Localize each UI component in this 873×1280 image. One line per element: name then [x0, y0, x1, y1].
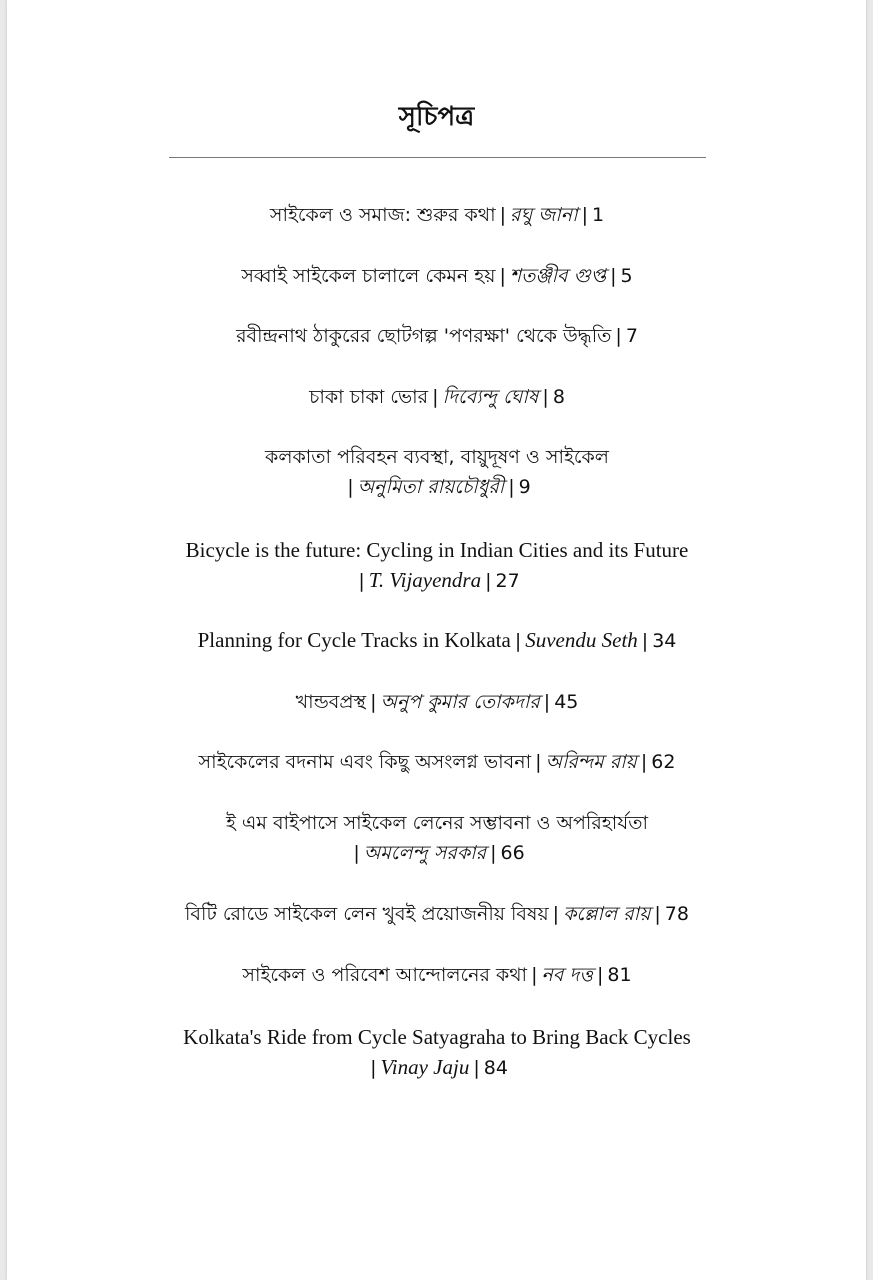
entry-page-number: 81 — [607, 964, 632, 986]
entry-author: রঘু জানা — [510, 204, 578, 226]
entry-separator: | — [641, 630, 649, 652]
entry-title: চাকা চাকা ভোর — [309, 386, 429, 408]
entry-author: অনুপ কুমার তোকদার — [380, 691, 540, 713]
entry-page-number: 34 — [652, 630, 677, 652]
entry-separator: | — [531, 964, 538, 986]
entry-separator: | — [358, 570, 365, 592]
entry-byline — [157, 472, 717, 502]
toc-entry — [157, 261, 717, 291]
entry-page-number: 5 — [620, 265, 633, 287]
entry-title: ই এম বাইপাসে সাইকেল লেনের সম্ভাবনা ও অপরিহার্যতা — [226, 812, 648, 834]
entry-page-number: 84 — [483, 1057, 508, 1079]
entry-title: সাইকেল ও পরিবেশ আন্দোলনের কথা — [242, 964, 528, 986]
entry-separator: | — [615, 325, 622, 347]
entry-byline — [157, 838, 717, 868]
entry-page-number: 45 — [554, 691, 579, 713]
entry-title: সব্বাই সাইকেল চালালে কেমন হয় — [241, 265, 496, 287]
entry-separator: | — [597, 964, 604, 986]
entry-separator: | — [508, 476, 515, 498]
entry-separator: | — [485, 570, 492, 592]
entry-page-number: 78 — [664, 903, 689, 925]
entry-page-number: 7 — [625, 325, 638, 347]
toc-entry — [157, 625, 717, 656]
entry-title: বিটি রোডে সাইকেল লেন খুবই প্রয়োজনীয় বিষয় — [185, 903, 549, 925]
entry-separator: | — [347, 476, 354, 498]
toc-entry — [157, 442, 717, 502]
page-title: সূচিপত্র — [398, 102, 475, 132]
entry-author: Suvendu Seth — [525, 628, 638, 652]
toc-entry — [157, 899, 717, 929]
entry-separator: | — [543, 691, 551, 713]
entry-byline — [157, 1052, 717, 1083]
entry-title: খান্ডবপ্রস্থ — [295, 691, 367, 713]
entry-title: Planning for Cycle Tracks in Kolkata — [197, 628, 511, 652]
entry-separator: | — [353, 842, 360, 864]
entry-page-number: 8 — [552, 386, 565, 408]
entry-title: সাইকেল ও সমাজ: শুরুর কথা — [269, 204, 496, 226]
entry-separator: | — [535, 751, 542, 773]
entry-title: Kolkata's Ride from Cycle Satyagraha to Bring Back Cycles — [183, 1025, 691, 1049]
toc-entry — [157, 687, 717, 717]
document-page — [7, 0, 866, 1280]
entry-separator: | — [581, 204, 588, 226]
entry-title: কলকাতা পরিবহন ব্যবস্থা, বায়ুদূষণ ও সাইকেল — [265, 446, 609, 468]
entry-page-number: 62 — [651, 751, 676, 773]
entry-author: Vinay Jaju — [380, 1055, 470, 1079]
table-of-contents — [7, 0, 866, 1280]
entry-separator: | — [432, 386, 439, 408]
entry-separator: | — [542, 386, 549, 408]
toc-entry — [157, 747, 717, 777]
entry-separator: | — [473, 1057, 480, 1079]
entry-author: কল্লোল রায় — [563, 903, 651, 925]
toc-entry — [157, 1022, 717, 1083]
entry-separator: | — [552, 903, 560, 925]
entry-separator: | — [640, 751, 648, 773]
toc-entry — [157, 200, 717, 230]
entry-separator: | — [490, 842, 497, 864]
toc-entry — [157, 321, 717, 351]
entry-author: অনুমিতা রায়চৌধুরী — [357, 476, 505, 498]
entry-author: অরিন্দম রায় — [545, 751, 637, 773]
entry-author: T. Vijayendra — [368, 568, 482, 592]
entry-author: অমলেন্দু সরকার — [363, 842, 487, 864]
entry-title: সাইকেলের বদনাম এবং কিছু অসংলগ্ন ভাবনা — [198, 751, 532, 773]
entry-byline — [157, 565, 717, 596]
entry-page-number: 9 — [518, 476, 531, 498]
toc-entry — [157, 960, 717, 990]
entry-separator: | — [514, 630, 522, 652]
entry-separator: | — [654, 903, 661, 925]
entry-separator: | — [499, 265, 506, 287]
toc-entry — [157, 535, 717, 596]
entry-title: রবীন্দ্রনাথ ঠাকুরের ছোটগল্প 'পণরক্ষা' থেকে উদ্ধৃতি — [236, 325, 612, 347]
entry-page-number: 27 — [495, 570, 520, 592]
entry-separator: | — [610, 265, 617, 287]
entry-separator: | — [370, 1057, 377, 1079]
entry-separator: | — [370, 691, 377, 713]
entry-author: দিব্যেন্দু ঘোষ — [442, 386, 539, 408]
entry-separator: | — [499, 204, 506, 226]
entry-author: শতঞ্জীব গুপ্ত — [509, 265, 607, 287]
toc-entry — [157, 382, 717, 412]
entry-page-number: 66 — [500, 842, 525, 864]
entry-title: Bicycle is the future: Cycling in Indian Cities and its Future — [185, 538, 689, 562]
toc-entry — [157, 808, 717, 868]
entry-page-number: 1 — [592, 204, 605, 226]
entry-author: নব দত্ত — [541, 964, 593, 986]
